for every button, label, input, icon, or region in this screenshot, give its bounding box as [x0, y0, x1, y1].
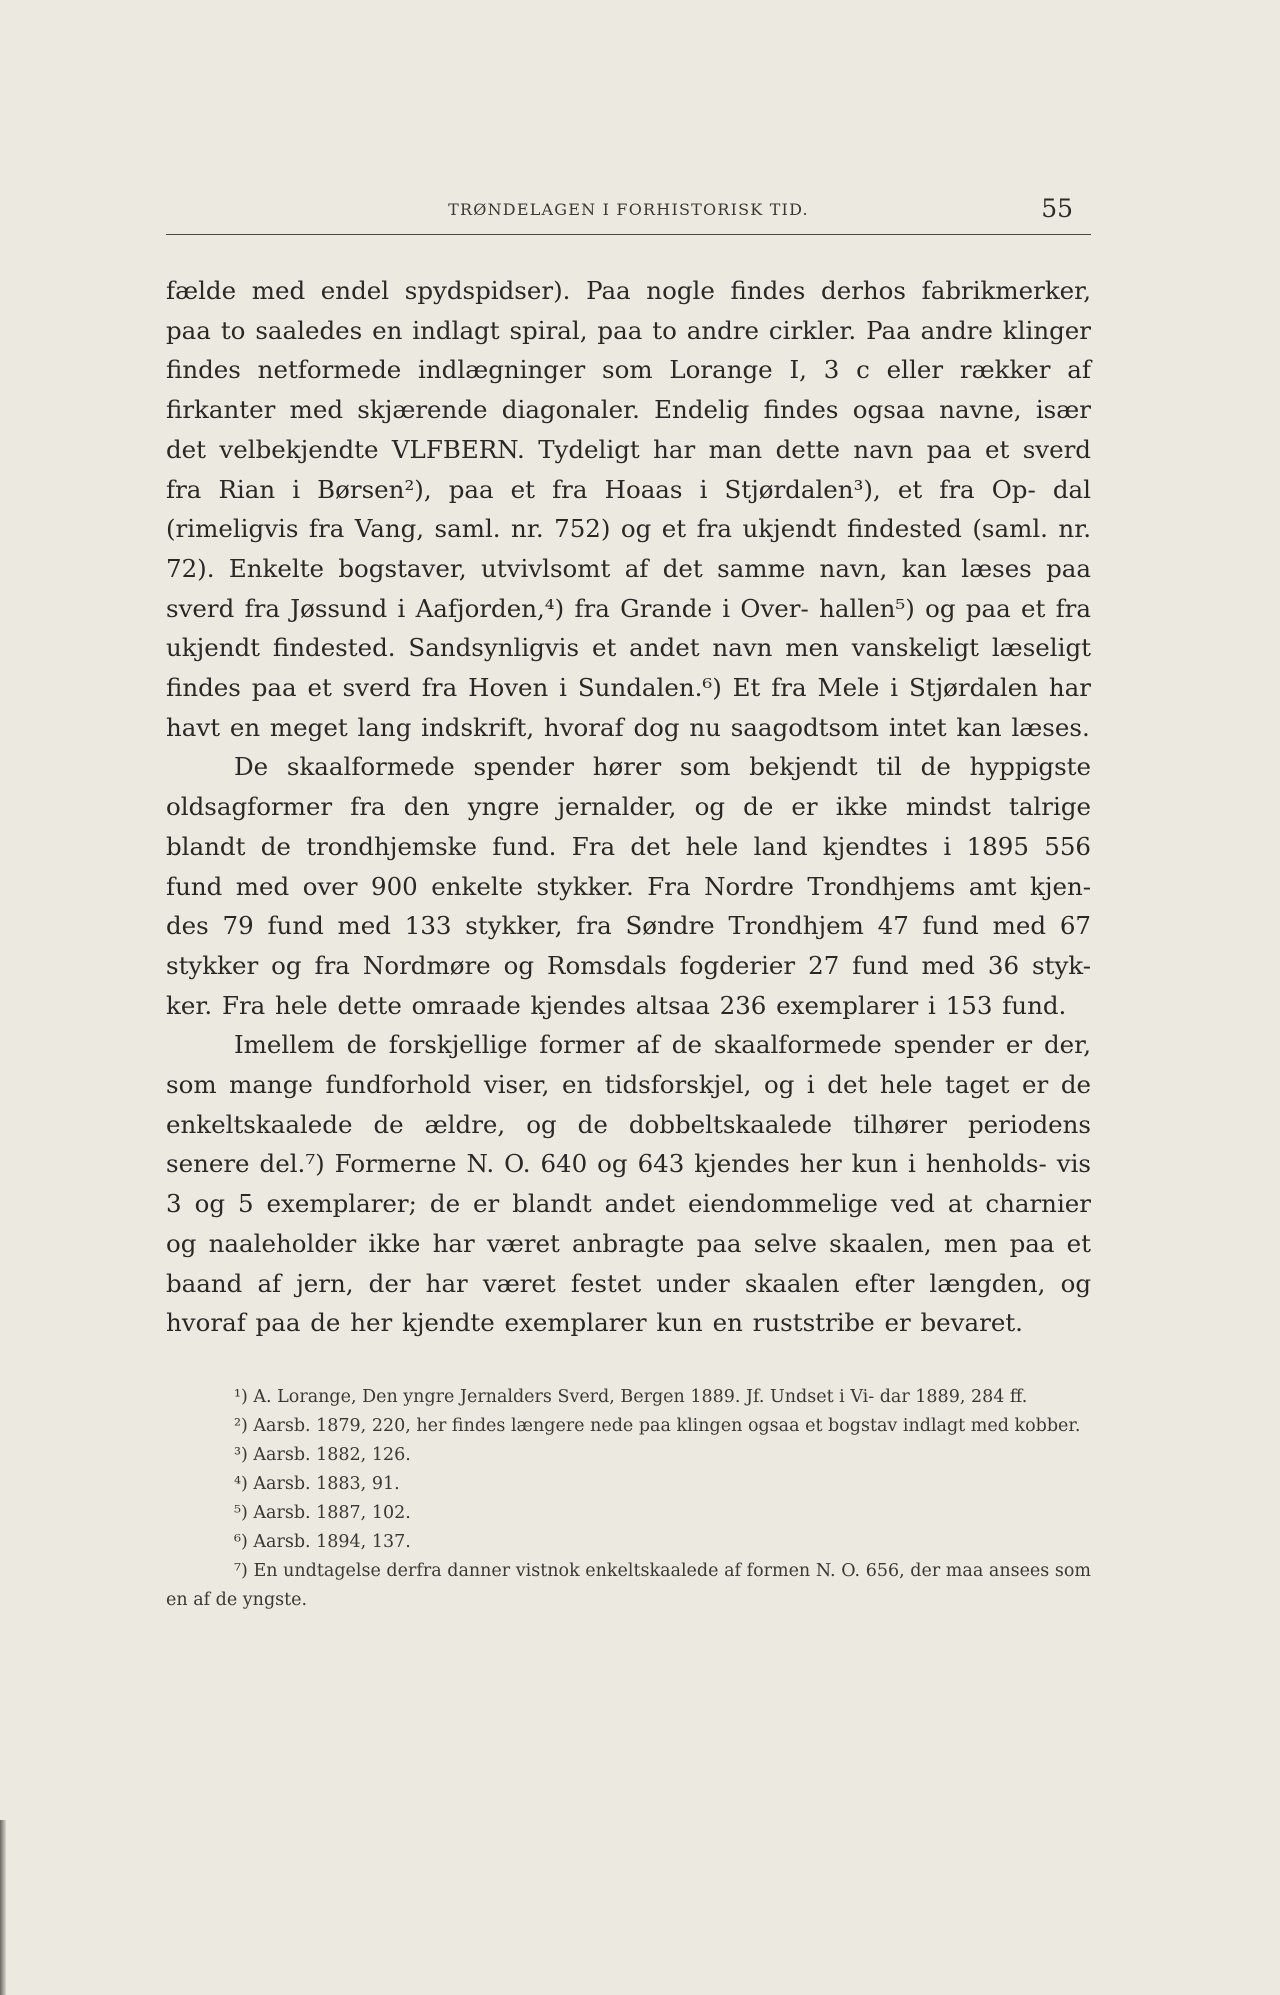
text-line: De skaalformede spender hører som bekjendt til de hyppigste [234, 752, 1091, 782]
text-line: og hvoraf paa de her kjendte exemplarer kun en ruststribe er bevaret. [166, 1268, 1091, 1338]
footnote-2: ²) Aarsb. 1879, 220, her findes længere nede paa klingen ogsaa et bogstav indlagt med kobber. [234, 1415, 1081, 1436]
text-line: Imellem de forskjellige former af de skaalformede spender er der, [234, 1030, 1091, 1060]
text-line: dal (rimeligvis fra Vang, saml. nr. 752) og et fra ukjendt findested [166, 474, 1091, 544]
text-line: det velbekjendte VLFBERN. Tydeligt har man dette navn paa et [166, 434, 1010, 464]
text-line: ker. Fra hele dette omraade kjendes altsaa 236 exemplarer i 153 fund. [166, 990, 1067, 1020]
text-line: vis 3 og 5 exemplarer; de er blandt andet eiendommelige ved at [166, 1149, 1091, 1219]
text-line: blandt de trondhjemske fund. Fra det hele land kjendtes i 1895 556 [166, 831, 1091, 861]
running-title: TRØNDELAGEN I FORHISTORISK TID. [448, 200, 809, 219]
footnote-1: ¹) A. Lorange, Den yngre Jernalders Sverd, Bergen 1889. Jf. Undset i Vi- dar 1889, 284 ff. [234, 1386, 1028, 1407]
text-line: paa et baand af jern, der har været festet under skaalen efter længden, [166, 1228, 1092, 1298]
page-edge-shadow [0, 1820, 6, 1995]
text-line: firkanter med skjærende diagonaler. Endelig findes ogsaa navne, især [166, 395, 1091, 425]
paragraph-3 [166, 1025, 1091, 1343]
footnote-6: ⁶) Aarsb. 1894, 137. [234, 1531, 411, 1552]
page-number: 55 [1041, 194, 1073, 223]
book-page [166, 190, 1091, 1615]
text-line: de enkeltskaalede de ældre, og de dobbeltskaalede tilhører periodens [166, 1070, 1091, 1139]
text-line: men vanskeligt læseligt findes paa et sverd fra Hoven i Sundalen.⁶) [166, 633, 1091, 703]
text-line: som mange fundforhold viser, en tidsforskjel, og i det hele taget er [166, 1070, 1049, 1100]
text-line: to saaledes en indlagt spiral, paa to andre cirkler. Paa andre klinger [220, 315, 1091, 345]
footnote-3: ³) Aarsb. 1882, 126. [234, 1444, 411, 1465]
text-line: stykker og fra Nordmøre og Romsdals fogderier 27 fund med 36 styk- [166, 950, 1091, 980]
text-line: fund med over 900 enkelte stykker. Fra Nordre Trondhjems amt kjen- [166, 871, 1091, 901]
text-line: fælde med endel spydspidser). Paa nogle findes derhos fabrikmerker, paa [166, 276, 1091, 345]
page-header [166, 190, 1091, 235]
text-line: sverd fra Rian i Børsen²), paa et fra Hoaas i Stjørdalen³), et fra Op- [166, 434, 1091, 504]
paragraph-1 [166, 271, 1091, 747]
text-line: hallen⁵) og paa et fra ukjendt findested. Sandsynligvis et andet navn [166, 593, 1091, 663]
text-line: des 79 fund med 133 stykker, fra Søndre Trondhjem 47 fund med 67 [166, 911, 1091, 941]
text-line: findes netformede indlægninger som Lorange I, 3 c eller rækker af [166, 355, 1091, 385]
text-line: senere del.⁷) Formerne N. O. 640 og 643 kjendes her kun i henholds- [166, 1149, 1047, 1179]
footnote-7: ⁷) En undtagelse derfra danner vistnok enkeltskaalede af formen N. O. 656, der maa ansees som en af de yngste. [166, 1560, 1091, 1610]
text-line: Et fra Mele i Stjørdalen har havt en meget lang indskrift, hvoraf [166, 673, 1091, 742]
footnote-4: ⁴) Aarsb. 1883, 91. [234, 1473, 400, 1494]
text-line: charnier og naaleholder ikke har været anbragte paa selve skaalen, men [166, 1189, 1091, 1258]
paragraph-2 [166, 747, 1091, 1025]
text-line: (saml. nr. 72). Enkelte bogstaver, utvivlsomt af det samme navn, [166, 514, 1092, 583]
footnote-5: ⁵) Aarsb. 1887, 102. [234, 1502, 411, 1523]
text-line: dog nu saagodtsom intet kan læses. [633, 712, 1090, 742]
footnotes [166, 1383, 1091, 1615]
text-line: oldsagformer fra den yngre jernalder, og de er ikke mindst talrige [166, 792, 1091, 822]
body-text [166, 271, 1091, 1343]
text-line: kan læses paa sverd fra Jøssund i Aafjorden,⁴) fra Grande i Over- [166, 553, 1091, 623]
